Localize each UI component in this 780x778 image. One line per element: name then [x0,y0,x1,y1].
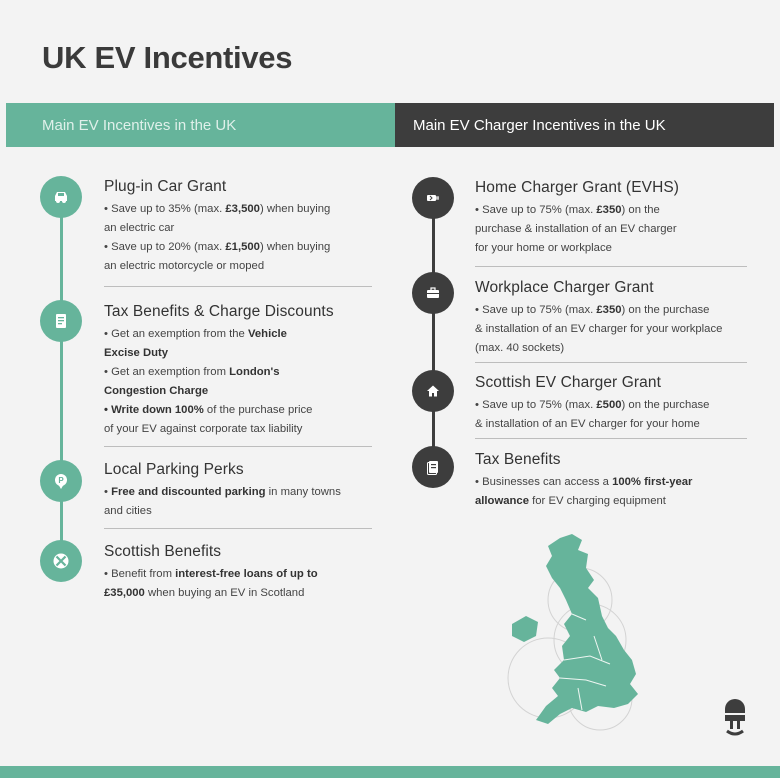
left-item-body [104,200,374,276]
divider [475,266,747,267]
right-header-label: Main EV Charger Incentives in the UK [413,117,666,134]
saltire-icon [40,540,82,582]
left-item-title: Scottish Benefits [104,543,222,560]
left-item-body [104,565,374,603]
body-line: & installation of an EV charger for your workplace [475,323,723,335]
left-item-title: Local Parking Perks [104,461,244,478]
right-column-header [395,103,774,147]
charger-plug-icon [412,177,454,219]
body-line: for your home or workplace [475,242,612,254]
right-timeline-line [432,197,435,467]
divider [475,362,747,363]
svg-text:P: P [58,476,64,485]
left-item-body [104,483,374,521]
body-line: • Free and discounted parking in many towns [104,486,341,498]
body-line: £35,000 when buying an EV in Scotland [104,587,305,599]
right-item-title: Tax Benefits [475,451,561,468]
left-item-2 [104,303,374,439]
body-line: • Write down 100% of the purchase price [104,404,313,416]
right-item-body [475,301,755,358]
right-item-title: Scottish EV Charger Grant [475,374,661,391]
right-item-body [475,473,750,511]
right-item-body [475,396,750,434]
briefcase-icon [412,272,454,314]
left-item-3 [104,461,374,521]
body-line: purchase & installation of an EV charger [475,223,677,235]
divider [104,446,372,447]
divider [104,286,372,287]
body-line: and cities [104,505,152,517]
tax-document-icon [412,446,454,488]
body-line: • Get an exemption from London's [104,366,280,378]
home-icon [412,370,454,412]
left-timeline-line [60,196,63,564]
brand-logo-icon [722,695,748,737]
right-item-title: Workplace Charger Grant [475,279,654,296]
body-line: an electric car [104,222,175,234]
body-line: allowance for EV charging equipment [475,495,666,507]
body-line: • Save up to 35% (max. £3,500) when buying [104,203,331,215]
right-item-2 [475,279,755,358]
right-item-1 [475,179,750,258]
left-item-1 [104,178,374,276]
divider [104,528,372,529]
body-line: an electric motorcycle or moped [104,260,265,272]
left-item-title: Plug-in Car Grant [104,178,227,195]
body-line: • Get an exemption from the Vehicle [104,328,287,340]
left-item-4 [104,543,374,603]
car-icon [40,176,82,218]
body-line: (max. 40 sockets) [475,342,565,354]
body-line: • Save up to 20% (max. £1,500) when buying [104,241,331,253]
body-line: • Benefit from interest-free loans of up to [104,568,318,580]
right-item-3 [475,374,750,434]
body-line: • Save up to 75% (max. £500) on the purchase [475,399,710,411]
divider [475,438,747,439]
left-header-label: Main EV Incentives in the UK [42,117,237,134]
left-item-body [104,325,374,439]
page-title: UK EV Incentives [42,40,293,75]
body-line: • Save up to 75% (max. £350) on the [475,204,660,216]
right-item-4 [475,451,750,511]
body-line: • Save up to 75% (max. £350) on the purchase [475,304,710,316]
body-line: Excise Duty [104,347,169,359]
document-icon [40,300,82,342]
body-line: & installation of an EV charger for your home [475,418,700,430]
body-line: of your EV against corporate tax liability [104,423,303,435]
parking-pin-icon [40,460,82,502]
right-item-title: Home Charger Grant (EVHS) [475,179,680,196]
uk-map-illustration [490,528,650,743]
body-line: Congestion Charge [104,385,209,397]
left-column-header [6,103,395,147]
left-item-title: Tax Benefits & Charge Discounts [104,303,334,320]
right-item-body [475,201,750,258]
footer-bar [0,766,780,778]
body-line: • Businesses can access a 100% first-year [475,476,693,488]
